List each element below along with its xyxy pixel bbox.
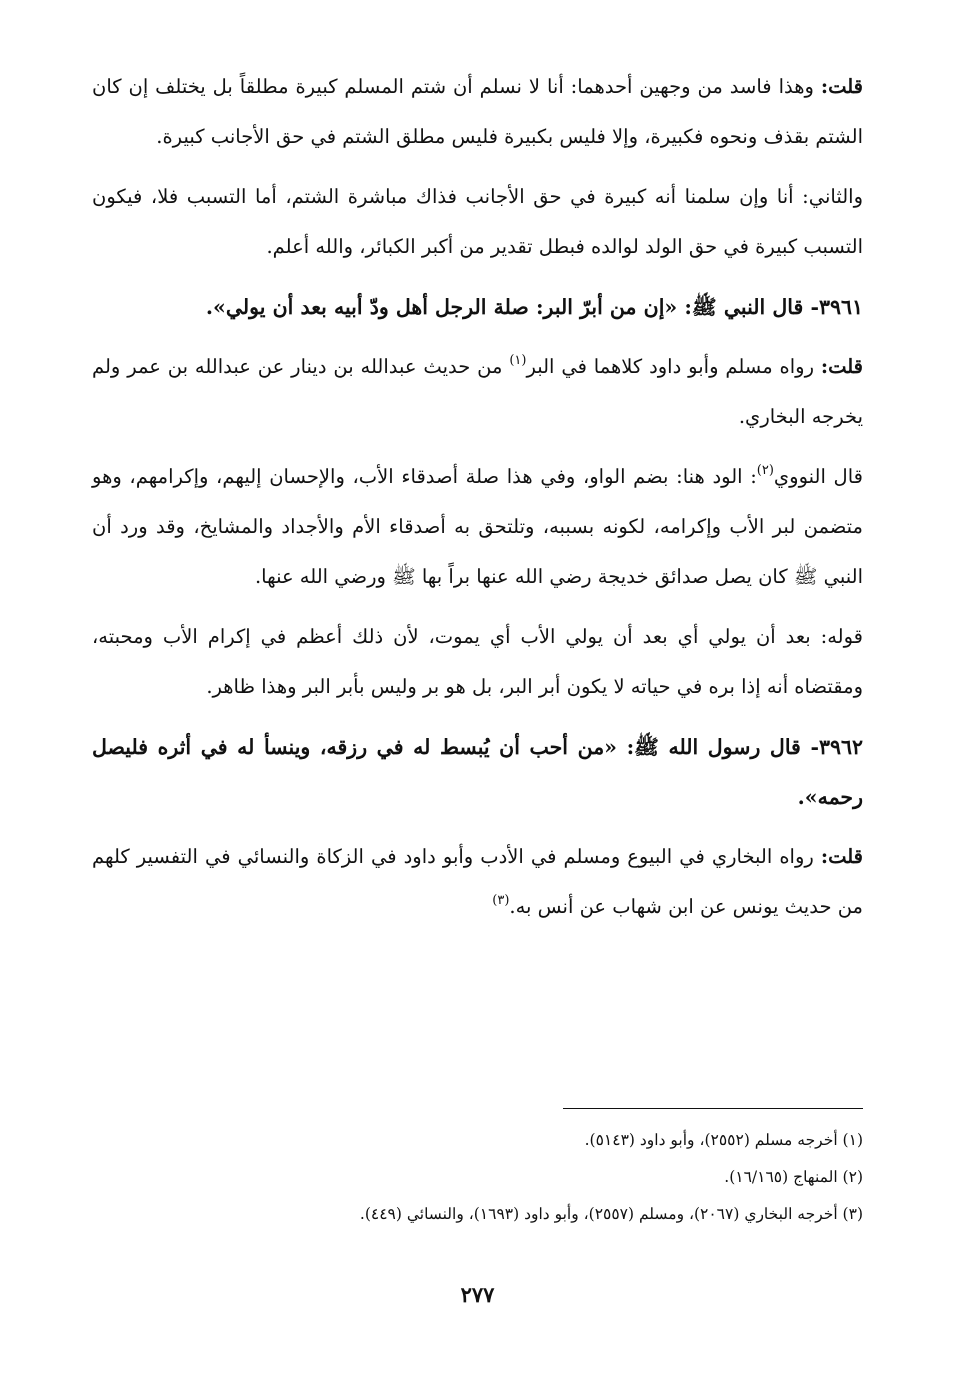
main-text xyxy=(92,62,863,942)
footnote-marker-2[interactable]: (٢) xyxy=(756,463,774,478)
footnotes xyxy=(92,1122,863,1233)
footnote-separator xyxy=(563,1108,863,1109)
comment-text: من حديث عبدالله بن دينار عن عبدالله بن عمر ولم يخرجه البخاري. xyxy=(92,355,863,428)
comment-text: رواه مسلم وأبو داود كلاهما في البر xyxy=(526,355,821,378)
footnote-marker-3[interactable]: (٣) xyxy=(492,893,510,908)
hadith-3961-heading: ٣٩٦١- قال النبي ﷺ: «إن من أبرّ البر: صلة الرجل أهل ودّ أبيه بعد أن يولي». xyxy=(205,295,863,319)
footnote-2: (٢) المنهاج (١٦/١٦٥). xyxy=(724,1168,863,1186)
comment-3962 xyxy=(92,832,863,932)
comment-3961 xyxy=(92,342,863,442)
commentary-text: قال النووي xyxy=(773,465,863,488)
paragraph-text: والثاني: أنا وإن سلمنا أنه كبيرة في حق الأجانب فذاك مباشرة الشتم، أما التسبب فلا، فيكون التسبب كبيرة في حق الولد لوالده فبطل تقدير من أكبر الكبائر، والله أعلم. xyxy=(92,185,863,258)
footnote-marker-1[interactable]: (١) xyxy=(509,353,527,368)
qawluhu-explanation: قوله: بعد أن يولي أي بعد أن يولي الأب أي يموت، لأن ذلك أعظم في إكرام الأب ومحبته، ومقتضاه أنه إذا بره في حياته لا يكون أبر البر، بل هو بر وليس بأبر البر وهذا ظاهر. xyxy=(92,625,863,698)
qultu-label: قلت: xyxy=(820,75,863,98)
paragraph-text: وهذا فاسد من وجهين أحدهما: أنا لا نسلم أن شتم المسلم كبيرة مطلقاً بل يختلف إن كان الشتم بقذف ونحوه فكبيرة، وإلا فليس بكبيرة فليس مطلق الشتم في حق الأجانب كبيرة. xyxy=(92,75,863,148)
hadith-3962-heading: ٣٩٦٢- قال رسول الله ﷺ: «من أحب أن يُبسط له في رزقه، وينسأ له في أثره فليصل رحمه». xyxy=(92,735,863,809)
commentary-text: : الود هنا: بضم الواو، وفي هذا صلة أصدقاء الأب، والإحسان إليهم، وإكرامهم، وهو متضمن لبر الأب وإكرامه، لكونه بسببه، وتلتحق به أصدقاء الأم والأجداد والمشايخ، وقد ورد أن النبي ﷺ كان يصل صدائق خديجة رضي الله عنها براً بها ﷺ ورضي الله عنها. xyxy=(92,465,863,588)
qultu-label: قلت: xyxy=(820,355,863,378)
paragraph-rebuttal xyxy=(92,62,863,162)
qultu-label: قلت: xyxy=(820,845,863,868)
page-number: ٢٧٧ xyxy=(460,1282,495,1307)
nawawi-commentary xyxy=(92,452,863,602)
paragraph-second-point xyxy=(92,172,863,272)
footnote-3: (٣) أخرجه البخاري (٢٠٦٧)، ومسلم (٢٥٥٧)، وأبو داود (١٦٩٣)، والنسائي (٤٤٩). xyxy=(359,1205,863,1223)
comment-text: رواه البخاري في البيوع ومسلم في الأدب وأبو داود في الزكاة والنسائي في التفسير كلهم من حديث يونس عن ابن شهاب عن أنس به. xyxy=(92,845,863,918)
footnote-1: (١) أخرجه مسلم (٢٥٥٢)، وأبو داود (٥١٤٣). xyxy=(584,1131,863,1149)
